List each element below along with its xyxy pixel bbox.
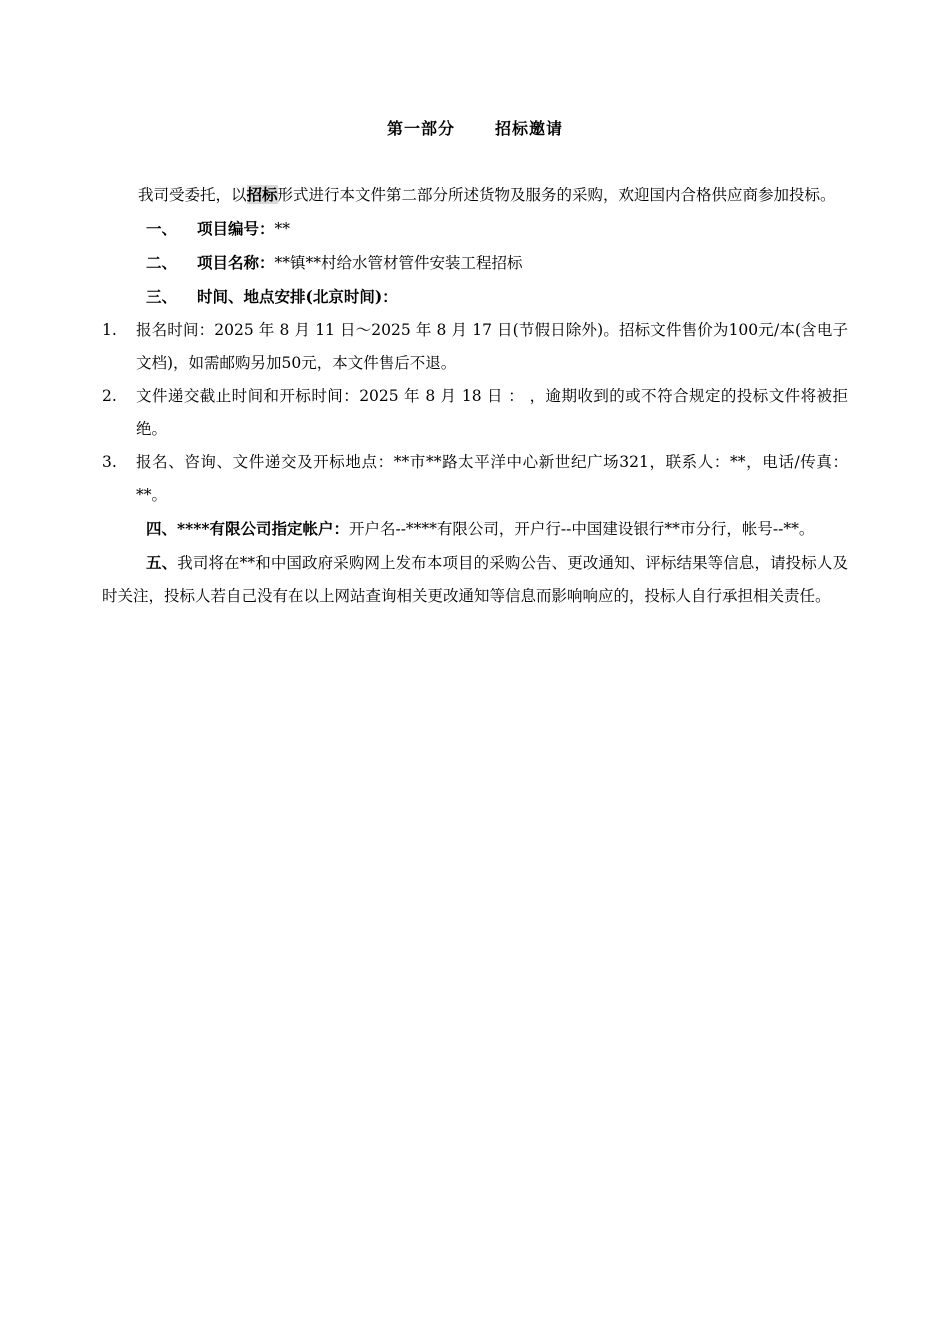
section-5-text: 我司将在**和中国政府采购网上发布本项目的采购公告、更改通知、评标结果等信息，请投标人及时关注，投标人若自己没有在以上网站查询相关更改通知等信息而影响响应的，投标人自行承担相关责任。: [102, 554, 848, 605]
intro-paragraph: 我司受委托，以招标形式进行本文件第二部分所述货物及服务的采购，欢迎国内合格供应商参加投标。: [138, 185, 836, 204]
section-3-heading: 时间、地点安排(北京时间)：: [197, 287, 398, 306]
section-2-heading: 项目名称：: [197, 253, 275, 272]
section-2: 二、 项目名称：**镇**村给水管材管件安装工程招标: [146, 253, 523, 272]
list-item: 2. 文件递交截止时间和开标时间：2025 年 8 月 18 日 ： ，逾期收到的或不符合规定的投标文件将被拒绝。: [102, 387, 848, 438]
highlighted-term: 招标: [246, 185, 278, 204]
list-item: 1. 报名时间：2025 年 8 月 11 日～2025 年 8 月 17 日(节假日除外)。招标文件售价为100元/本(含电子文档)，如需邮购另加50元，本文件售后不退。: [102, 321, 848, 372]
document-body: [102, 178, 848, 613]
section-5: 五、我司将在**和中国政府采购网上发布本项目的采购公告、更改通知、评标结果等信息，请投标人及时关注，投标人若自己没有在以上网站查询相关更改通知等信息而影响响应的，投标人自行承担相关责任。: [102, 553, 848, 605]
section-1-heading: 项目编号：: [197, 219, 275, 238]
section-4-heading: ****有限公司指定帐户：: [177, 519, 349, 538]
list-item: 3. 报名、咨询、文件递交及开标地点：**市**路太平洋中心新世纪广场321，联系人：**，电话/传真：**。: [102, 453, 848, 504]
section-2-text: **镇**村给水管材管件安装工程招标: [274, 254, 523, 272]
section-1-text: **: [274, 220, 291, 238]
title-name: 招标邀请: [495, 119, 564, 138]
document-title: [0, 116, 950, 139]
section-3: 三、 时间、地点安排(北京时间)：: [146, 287, 398, 306]
title-part: 第一部分: [386, 119, 455, 138]
section-4: 四、****有限公司指定帐户：开户名--****有限公司，开户行--中国建设银行**市分行，帐号--**。: [146, 519, 815, 538]
section-4-text: 开户名--****有限公司，开户行--中国建设银行**市分行，帐号--**。: [348, 520, 815, 538]
section-1: 一、 项目编号：**: [146, 219, 291, 238]
